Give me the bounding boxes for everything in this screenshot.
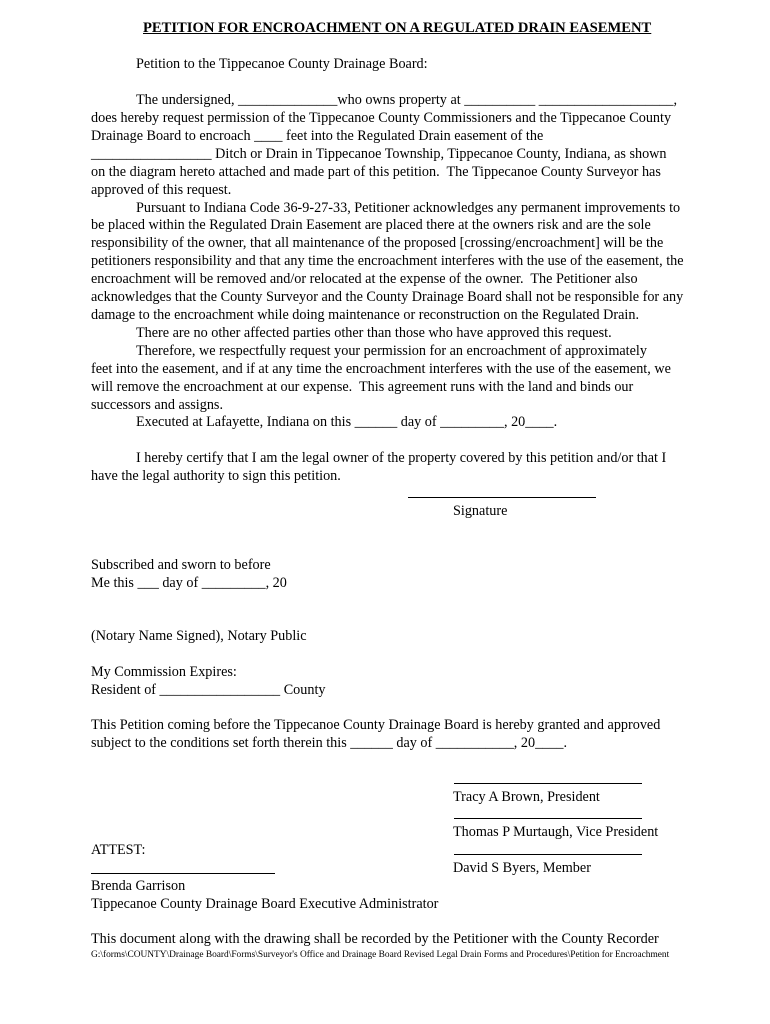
para4-line: feet into the easement, and if at any time the encroachment interferes with the use of the easement, we — [91, 361, 671, 377]
para2-line: Pursuant to Indiana Code 36-9-27-33, Petitioner acknowledges any permanent improvements to — [136, 200, 681, 216]
para1-line: on the diagram hereto attached and made part of this petition. The Tippecanoe County Surveyor has — [91, 164, 661, 180]
para4-line: will remove the encroachment at our expense. This agreement runs with the land and binds our — [91, 379, 634, 395]
para1-line: does hereby request permission of the Tippecanoe County Commissioners and the Tippecanoe County — [91, 110, 672, 126]
signature-rule — [454, 818, 642, 819]
signature-rule — [91, 873, 275, 874]
approval-line: This Petition coming before the Tippecanoe County Drainage Board is hereby granted and approved — [91, 717, 661, 733]
para4-line: Therefore, we respectfully request your permission for an encroachment of approximately — [136, 343, 647, 359]
document-title: PETITION FOR ENCROACHMENT ON A REGULATED DRAIN EASEMENT — [143, 20, 652, 36]
para2-line: responsibility of the owner, that all maintenance of the proposed [crossing/encroachment] will be the — [91, 235, 664, 251]
signature-rule — [408, 497, 596, 498]
notary-me-this: Me this ___ day of _________, 20 — [91, 575, 287, 591]
board-member-president: Tracy A Brown, President — [453, 789, 600, 805]
board-member-vice-president: Thomas P Murtaugh, Vice President — [453, 824, 659, 840]
commission-expires: My Commission Expires: — [91, 664, 237, 680]
para4-line: successors and assigns. — [91, 397, 224, 413]
signature-rule — [454, 783, 642, 784]
approval-line: subject to the conditions set forth therein this ______ day of ___________, 20____. — [91, 735, 568, 751]
footer-file-path: G:\forms\COUNTY\Drainage Board\Forms\Surveyor's Office and Drainage Board Revised Legal Drain Forms and Procedures\Petition for Encroachment — [91, 950, 670, 960]
para2-line: damage to the encroachment while doing maintenance or reconstruction on the Regulated Drain. — [91, 307, 639, 323]
notary-signed: (Notary Name Signed), Notary Public — [91, 628, 307, 644]
resident-of: Resident of _________________ County — [91, 682, 326, 698]
board-member: David S Byers, Member — [453, 860, 591, 876]
para2-line: encroachment will be removed and/or relocated at the expense of the owner. The Petitioner also — [91, 271, 638, 287]
certify-line: I hereby certify that I am the legal owner of the property covered by this petition and/or that I — [136, 450, 667, 466]
para1-line: Drainage Board to encroach ____ feet into the Regulated Drain easement of the — [91, 128, 544, 144]
para2-line: be placed within the Regulated Drain Easement are placed there at the owners risk and are the sole — [91, 217, 651, 233]
signature-label: Signature — [453, 503, 508, 519]
para1-line: The undersigned, ______________who owns property at __________ ___________________, — [136, 92, 678, 108]
para1-line: _________________ Ditch or Drain in Tippecanoe Township, Tippecanoe County, Indiana, as shown — [91, 146, 667, 162]
attest-label: ATTEST: — [91, 842, 146, 858]
recorded-note: This document along with the drawing shall be recorded by the Petitioner with the County Recorder — [91, 931, 659, 947]
executed-line: Executed at Lafayette, Indiana on this ______ day of _________, 20____. — [136, 414, 558, 430]
signature-rule — [454, 854, 642, 855]
para1-line: approved of this request. — [91, 182, 232, 198]
para2-line: acknowledges that the County Surveyor and the County Drainage Board shall not be responsible for any — [91, 289, 684, 305]
salutation: Petition to the Tippecanoe County Drainage Board: — [136, 56, 428, 72]
para2-line: petitioners responsibility and that any time the encroachment interferes with the use of the easement, the — [91, 253, 684, 269]
attest-title: Tippecanoe County Drainage Board Executive Administrator — [91, 896, 439, 912]
notary-subscribed: Subscribed and sworn to before — [91, 557, 271, 573]
para3-line: There are no other affected parties other than those who have approved this request. — [136, 325, 612, 341]
attest-name: Brenda Garrison — [91, 878, 186, 894]
certify-line: have the legal authority to sign this petition. — [91, 468, 341, 484]
